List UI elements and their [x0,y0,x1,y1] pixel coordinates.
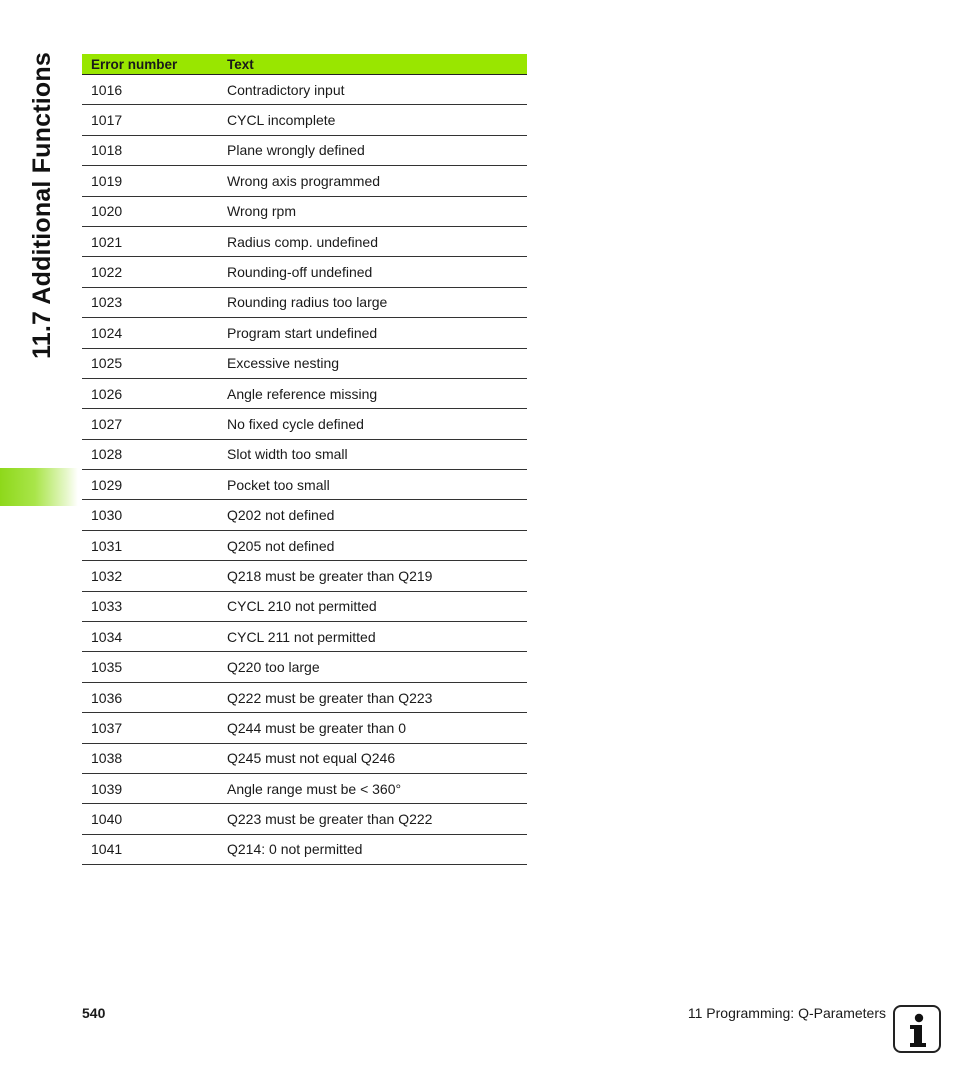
error-text-cell: Rounding-off undefined [218,257,527,287]
table-row [82,591,527,621]
section-title [22,50,62,360]
error-text-cell: Q244 must be greater than 0 [218,713,527,743]
table-row [82,348,527,378]
chapter-tab-marker [0,468,78,506]
error-text-cell: Radius comp. undefined [218,226,527,256]
table-row [82,105,527,135]
error-text-cell: Wrong axis programmed [218,166,527,196]
error-number-cell: 1037 [82,713,218,743]
error-number-cell: 1031 [82,530,218,560]
error-number-cell: 1036 [82,682,218,712]
error-text-cell: Q218 must be greater than Q219 [218,561,527,591]
header-error-number: Error number [82,54,218,75]
table-row [82,166,527,196]
error-text-cell: No fixed cycle defined [218,409,527,439]
error-text-cell: CYCL 210 not permitted [218,591,527,621]
error-number-cell: 1020 [82,196,218,226]
table-row [82,682,527,712]
error-number-cell: 1034 [82,622,218,652]
table-row [82,652,527,682]
error-text-cell: Q222 must be greater than Q223 [218,682,527,712]
error-text-cell: Q205 not defined [218,530,527,560]
error-text-cell: Angle reference missing [218,378,527,408]
error-number-cell: 1035 [82,652,218,682]
error-number-cell: 1032 [82,561,218,591]
error-number-cell: 1017 [82,105,218,135]
error-number-cell: 1026 [82,378,218,408]
error-number-cell: 1025 [82,348,218,378]
error-number-cell: 1040 [82,804,218,834]
error-table-body [82,75,527,865]
header-text: Text [218,54,527,75]
table-row [82,378,527,408]
error-number-cell: 1038 [82,743,218,773]
error-text-cell: Q202 not defined [218,500,527,530]
info-icon [893,1005,941,1053]
table-row [82,530,527,560]
error-number-cell: 1016 [82,75,218,105]
table-row [82,135,527,165]
error-number-cell: 1029 [82,470,218,500]
table-row [82,773,527,803]
error-number-cell: 1041 [82,834,218,864]
table-row [82,75,527,105]
error-text-cell: Q245 must not equal Q246 [218,743,527,773]
error-text-cell: Program start undefined [218,318,527,348]
error-text-cell: Angle range must be < 360° [218,773,527,803]
table-row [82,713,527,743]
chapter-title: 11 Programming: Q-Parameters [687,1005,886,1021]
error-number-cell: 1018 [82,135,218,165]
table-row [82,439,527,469]
error-number-cell: 1033 [82,591,218,621]
table-row [82,622,527,652]
table-row [82,257,527,287]
table-row [82,500,527,530]
error-text-cell: CYCL 211 not permitted [218,622,527,652]
section-title-text: 11.7 Additional Functions [27,51,56,359]
error-number-cell: 1030 [82,500,218,530]
table-row [82,318,527,348]
table-row [82,470,527,500]
table-row [82,409,527,439]
table-row [82,804,527,834]
error-number-cell: 1024 [82,318,218,348]
error-text-cell: Plane wrongly defined [218,135,527,165]
error-text-cell: Wrong rpm [218,196,527,226]
error-text-cell: Slot width too small [218,439,527,469]
error-number-cell: 1027 [82,409,218,439]
error-text-cell: Contradictory input [218,75,527,105]
error-text-cell: Q214: 0 not permitted [218,834,527,864]
error-text-cell: Q223 must be greater than Q222 [218,804,527,834]
error-text-cell: Pocket too small [218,470,527,500]
table-header-row [82,54,527,75]
table-row [82,226,527,256]
table-row [82,561,527,591]
error-number-cell: 1019 [82,166,218,196]
error-number-cell: 1021 [82,226,218,256]
error-number-cell: 1039 [82,773,218,803]
error-text-cell: Excessive nesting [218,348,527,378]
table-row [82,743,527,773]
error-text-cell: Rounding radius too large [218,287,527,317]
error-table [82,54,527,865]
error-text-cell: CYCL incomplete [218,105,527,135]
table-row [82,196,527,226]
table-row [82,287,527,317]
error-number-cell: 1028 [82,439,218,469]
error-number-cell: 1023 [82,287,218,317]
page-number: 540 [82,1005,106,1021]
error-number-cell: 1022 [82,257,218,287]
table-row [82,834,527,864]
error-text-cell: Q220 too large [218,652,527,682]
